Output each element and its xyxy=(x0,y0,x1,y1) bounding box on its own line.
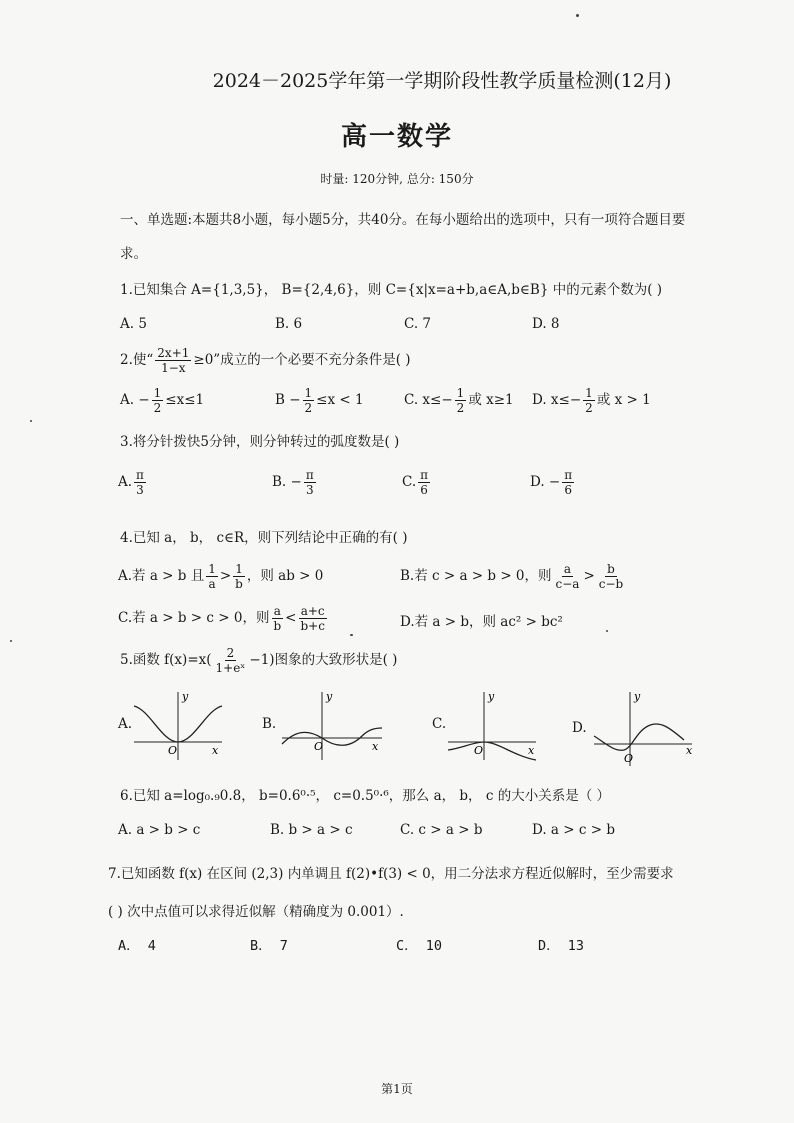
q2-stem xyxy=(120,346,411,375)
q7-option-a: A． 4 xyxy=(118,938,156,954)
q4-option-d: D.若 a > b，则 ac² > bc² xyxy=(400,614,563,630)
fraction-denominator: b+c xyxy=(300,619,325,633)
fraction-numerator: π xyxy=(420,468,429,482)
fraction-denominator: 6 xyxy=(564,483,573,497)
fraction-numerator: 1 xyxy=(304,386,313,400)
q4-option-a xyxy=(118,562,323,591)
q7-stem-line2: ( ) 次中点值可以求得近似解（精确度为 0.001）. xyxy=(108,904,404,920)
origin-label: O xyxy=(474,744,484,757)
q3-option-d xyxy=(530,468,576,497)
option-text: C.若 a > b > c > 0，则 xyxy=(118,610,270,626)
x-axis-label: x xyxy=(212,744,219,757)
q6-stem: 6.已知 a=log₀.₉0.8， b=0.6⁰·⁵， c=0.5⁰·⁶，那么 a， b， c 的大小关系是（ ） xyxy=(120,788,610,804)
page-number: 第1页 xyxy=(381,1082,413,1096)
scan-speck xyxy=(606,630,608,632)
option-label: C. x≤− xyxy=(404,392,453,408)
fraction xyxy=(554,562,582,591)
q1-option-a: A. 5 xyxy=(120,316,147,332)
fraction-denominator: 2 xyxy=(304,401,313,415)
fraction xyxy=(298,604,326,633)
fraction-numerator: a xyxy=(563,562,572,576)
fraction-numerator: 1 xyxy=(153,386,162,400)
option-text: B.若 c > a > b > 0，则 xyxy=(400,568,552,584)
option-label: D. x≤− xyxy=(532,392,582,408)
q2-suffix: ≥0”成立的一个必要不充分条件是( ) xyxy=(193,352,411,368)
q5-graph-c xyxy=(444,688,540,762)
fraction-denominator: 3 xyxy=(305,483,314,497)
q5-fraction xyxy=(214,646,248,675)
option-rest: ≤x≤1 xyxy=(165,392,205,408)
q4-stem: 4.已知 a， b， c∈R，则下列结论中正确的有( ) xyxy=(120,530,408,546)
fraction-denominator: a xyxy=(208,577,216,591)
fraction-denominator: b xyxy=(273,619,282,633)
fraction-numerator: 2x+1 xyxy=(157,346,190,360)
half-fraction xyxy=(152,386,164,415)
q3-option-b xyxy=(272,468,318,497)
origin-label: O xyxy=(168,744,178,757)
scan-speck xyxy=(350,634,353,636)
option-rest: ≤x < 1 xyxy=(316,392,364,408)
q5-option-a-label: A. xyxy=(118,716,133,732)
q7-stem-line1: 7.已知函数 f(x) 在区间 (2,3) 内单调且 f(2)•f(3) < 0，用二分法求方程近似解时，至少需要求 xyxy=(108,866,674,882)
q4-option-c xyxy=(118,604,329,633)
q7-option-d: D． 13 xyxy=(538,938,585,954)
origin-label: O xyxy=(314,740,324,753)
q2-option-c xyxy=(404,386,514,415)
subject-title: 高一数学 xyxy=(340,122,453,152)
option-text: ，则 ab > 0 xyxy=(246,568,324,584)
fraction-numerator: b xyxy=(607,562,615,576)
option-text: A.若 a > b 且 xyxy=(118,568,205,584)
fraction xyxy=(271,604,283,633)
option-rest: 或 x≥1 xyxy=(468,392,514,408)
curve xyxy=(282,728,382,745)
q3-option-c xyxy=(402,468,432,497)
y-axis-label: y xyxy=(634,690,641,703)
q3-option-a xyxy=(118,468,148,497)
q5-graph-d xyxy=(590,688,696,768)
scan-speck xyxy=(576,14,579,17)
pi-fraction xyxy=(562,468,574,497)
fraction-numerator: 1 xyxy=(235,562,243,576)
operator: > xyxy=(219,568,232,584)
curve xyxy=(448,742,536,760)
time-info: 时量: 120分钟, 总分: 150分 xyxy=(320,172,474,186)
q1-option-b: B. 6 xyxy=(275,316,303,332)
fraction-denominator: c−b xyxy=(598,577,624,591)
x-axis-label: x xyxy=(372,740,379,753)
fraction-numerator: π xyxy=(564,468,573,482)
fraction xyxy=(597,562,625,591)
q6-option-d: D. a > c > b xyxy=(532,822,615,838)
section1-instruction-line1: 一、单选题:本题共8小题，每小题5分，共40分。在每小题给出的选项中，只有一项符合题目要 xyxy=(120,212,686,228)
fraction-numerator: 2 xyxy=(226,646,235,660)
option-label: B − xyxy=(275,392,301,408)
fraction xyxy=(206,562,218,591)
q1-option-c: C. 7 xyxy=(404,316,432,332)
x-axis-label: x xyxy=(528,744,535,757)
fraction-denominator: 2 xyxy=(153,401,162,415)
curve xyxy=(594,724,684,750)
fraction-denominator: b xyxy=(235,577,243,591)
half-fraction xyxy=(583,386,595,415)
q5-option-c-label: C. xyxy=(432,716,447,732)
pi-fraction xyxy=(134,468,146,497)
fraction-denominator: 6 xyxy=(420,483,428,497)
q5-suffix: −1)图象的大致形状是( ) xyxy=(249,652,398,668)
option-label: C. xyxy=(402,474,417,490)
half-fraction xyxy=(303,386,315,415)
fraction-denominator: 1+eˣ xyxy=(215,661,246,675)
fraction-numerator: π xyxy=(305,468,314,482)
q5-option-d-label: D. xyxy=(572,720,587,736)
q1-stem: 1.已知集合 A={1,3,5}， B={2,4,6}，则 C={x|x=a+b,a∈A,b∈B} 中的元素个数为( ) xyxy=(120,282,663,298)
fraction xyxy=(233,562,245,591)
q5-option-b-label: B. xyxy=(262,716,277,732)
q1-option-d: D. 8 xyxy=(532,316,560,332)
pi-fraction xyxy=(418,468,430,497)
scan-speck xyxy=(30,420,32,422)
fraction-denominator: 2 xyxy=(456,401,465,415)
q5-stem xyxy=(120,646,397,675)
q6-option-c: C. c > a > b xyxy=(400,822,483,838)
fraction-numerator: a xyxy=(273,604,281,618)
q3-stem: 3.将分针拨快5分钟，则分钟转过的弧度数是( ) xyxy=(120,434,400,450)
q5-prefix: 5.函数 f(x)=x( xyxy=(120,652,212,668)
q5-graph-b xyxy=(278,688,386,762)
scan-speck xyxy=(10,640,12,642)
option-label: B. − xyxy=(272,474,302,490)
q2-condition-fraction xyxy=(155,346,191,375)
q7-option-b: B． 7 xyxy=(250,938,288,954)
fraction-denominator: 1−x xyxy=(161,361,186,375)
half-fraction xyxy=(455,386,467,415)
fraction-denominator: c−a xyxy=(555,577,580,591)
section1-instruction-line2: 求。 xyxy=(120,246,147,262)
operator: > xyxy=(583,568,595,584)
q2-option-d xyxy=(532,386,651,415)
q2-option-b xyxy=(275,386,364,415)
option-label: A. xyxy=(118,474,133,490)
origin-label: O xyxy=(624,752,634,765)
fraction-numerator: a+c xyxy=(300,604,325,618)
option-label: D. − xyxy=(530,474,561,490)
fraction-denominator: 2 xyxy=(585,401,593,415)
q2-option-a xyxy=(120,386,204,415)
fraction-denominator: 3 xyxy=(136,483,144,497)
fraction-numerator: π xyxy=(136,468,144,482)
fraction-numerator: 1 xyxy=(585,386,593,400)
q4-option-b xyxy=(400,562,627,591)
pi-fraction xyxy=(304,468,316,497)
q6-option-b: B. b > a > c xyxy=(270,822,353,838)
fraction-numerator: 1 xyxy=(456,386,465,400)
fraction-numerator: 1 xyxy=(208,562,216,576)
q5-graph-a xyxy=(130,688,226,762)
q7-option-c: C． 10 xyxy=(396,938,443,954)
q2-prefix: 2.使“ xyxy=(120,352,154,368)
y-axis-label: y xyxy=(182,690,189,703)
exam-title: 2024－2025学年第一学期阶段性教学质量检测(12月) xyxy=(212,70,672,92)
y-axis-label: y xyxy=(488,690,495,703)
option-label: A. − xyxy=(120,392,150,408)
q6-option-a: A. a > b > c xyxy=(118,822,201,838)
operator: < xyxy=(285,610,297,626)
x-axis-label: x xyxy=(686,744,693,757)
y-axis-label: y xyxy=(326,690,333,703)
option-rest: 或 x > 1 xyxy=(596,392,651,408)
